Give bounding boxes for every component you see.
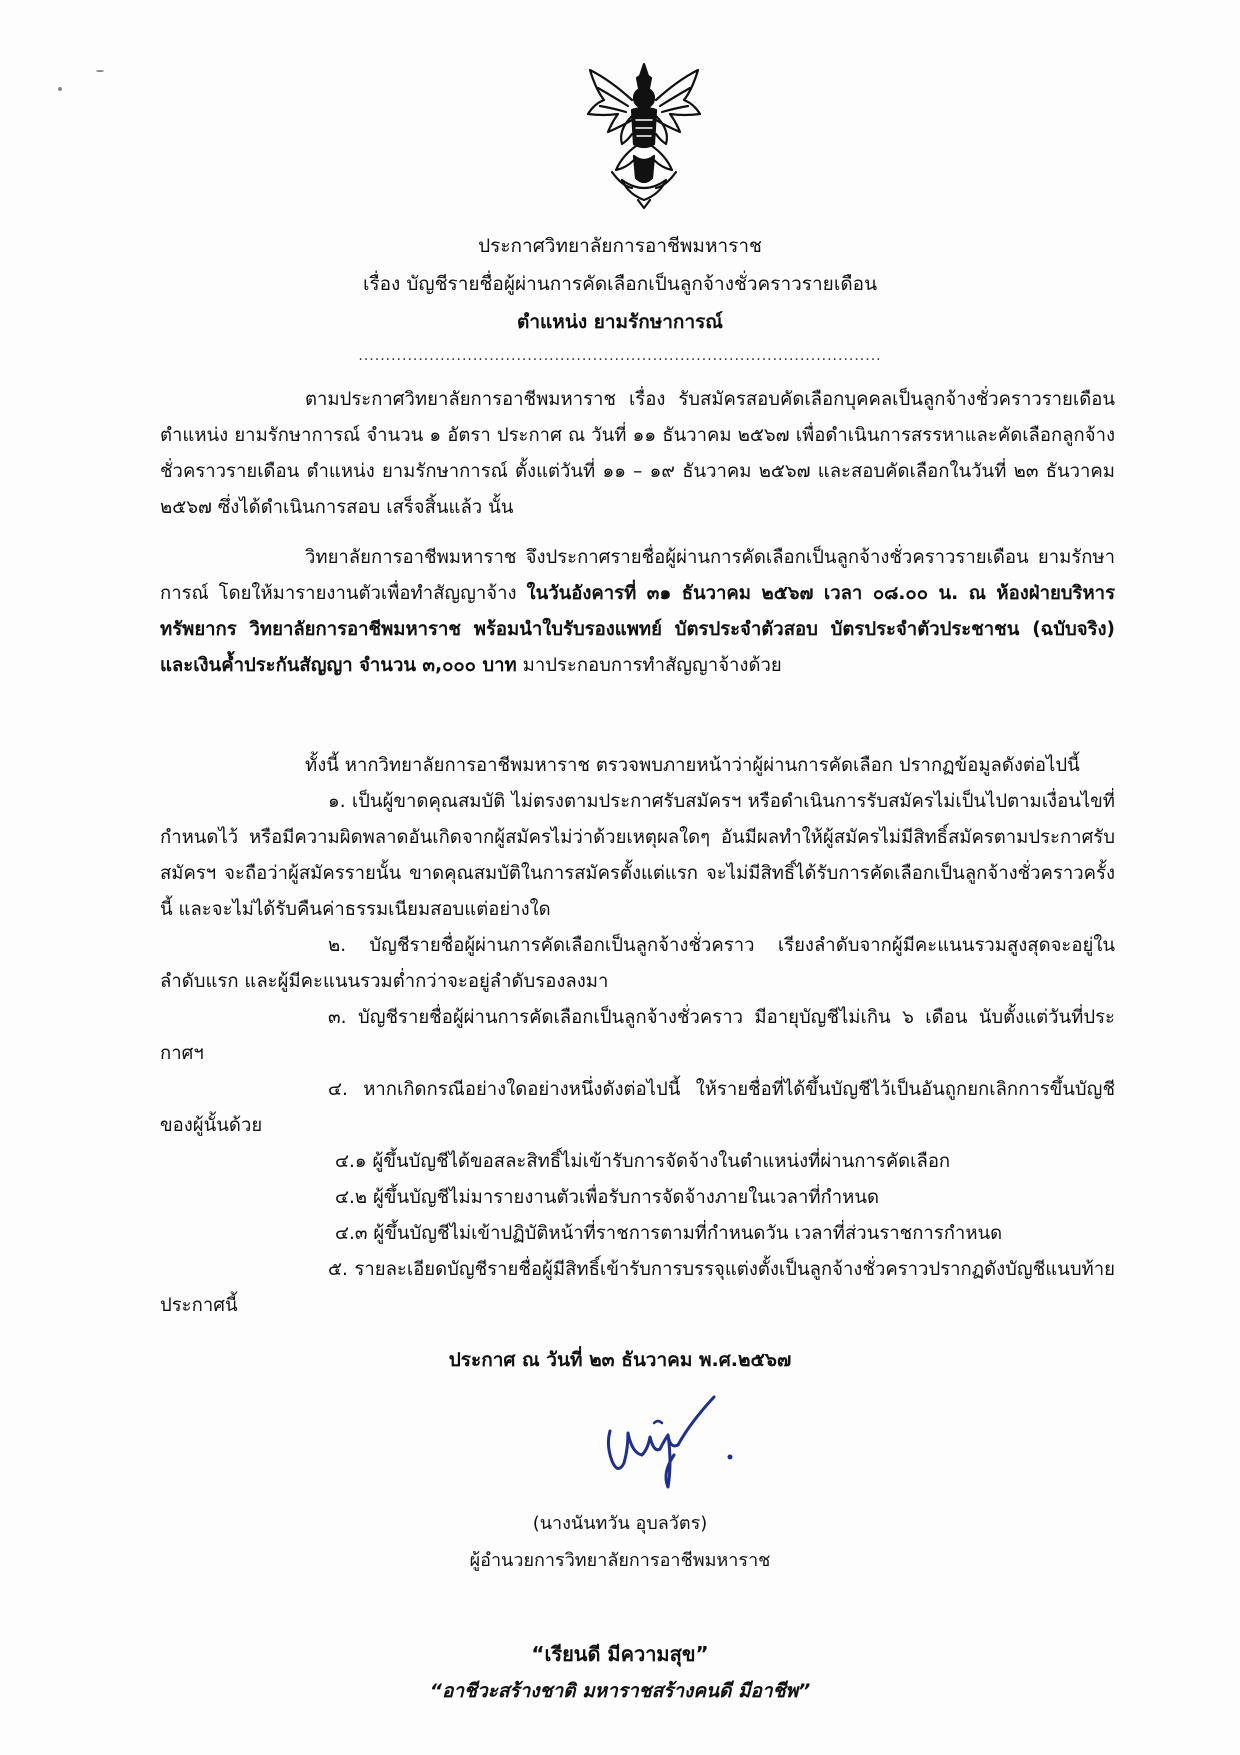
announcement-subject: เรื่อง บัญชีรายชื่อผู้ผ่านการคัดเลือกเป็นลูกจ้างชั่วคราวรายเดือน	[362, 273, 878, 295]
condition-item-5: ๕. รายละเอียดบัญชีรายชื่อผู้มีสิทธิ์เข้ารับการบรรจุแต่งตั้งเป็นลูกจ้างชั่วคราวปรากฏดังบัญชีแนบท้ายประกาศนี้	[160, 1259, 1115, 1316]
garuda-emblem-icon	[582, 60, 706, 210]
conditions-section	[160, 748, 1115, 1324]
announcement-position: ตำแหน่ง ยามรักษาการณ์	[517, 311, 723, 333]
condition-item-4: ๔. หากเกิดกรณีอย่างใดอย่างหนึ่งดังต่อไปนี้ ให้รายชื่อที่ได้ขึ้นบัญชีไว้เป็นอันถูกยกเลิกการขึ้นบัญชีของผู้นั้นด้วย	[160, 1079, 1115, 1136]
scan-speck	[96, 70, 104, 72]
announcement-title: ประกาศวิทยาลัยการอาชีพมหาราช	[478, 235, 762, 257]
separator-line: ................................................................................................	[358, 348, 882, 364]
condition-item-4-2: ๔.๒ ผู้ขึ้นบัญชีไม่มารายงานตัวเพื่อรับการจัดจ้างภายในเวลาที่กำหนด	[335, 1187, 879, 1208]
signature-image	[598, 1383, 748, 1493]
signer-title: ผู้อำนวยการวิทยาลัยการอาชีพมหาราช	[469, 1550, 771, 1571]
condition-item-1: ๑. เป็นผู้ขาดคุณสมบัติ ไม่ตรงตามประกาศรับสมัครฯ หรือดำเนินการรับสมัครไม่เป็นไปตามเงื่อนไขที่กำหนดไว้ หรือมีความผิดพลาดอันเกิดจากผู้สมัครไม่ว่าด้วยเหตุผลใดๆ อันมีผลทำให้ผู้สมัครไม่มีสิทธิ์สมัครตามประกาศรับสมัครฯ จะถือว่าผู้สมัครรายนั้น ขาดคุณสมบัติในการสมัครตั้งแต่แรก จะไม่มีสิทธิ์ได้รับการคัดเลือกเป็นลูกจ้างชั่วคราวครั้งนี้ และจะไม่ได้รับคืนค่าธรรมเนียมสอบแต่อย่างใด	[160, 791, 1115, 920]
condition-intro: ทั้งนี้ หากวิทยาลัยการอาชีพมหาราช ตรวจพบภายหน้าว่าผู้ผ่านการคัดเลือก ปรากฏข้อมูลดังต่อไปนี้	[305, 755, 1080, 776]
condition-item-3: ๓. บัญชีรายชื่อผู้ผ่านการคัดเลือกเป็นลูกจ้างชั่วคราว มีอายุบัญชีไม่เกิน ๖ เดือน นับตั้งแต่วันที่ประกาศฯ	[160, 1007, 1115, 1064]
announcement-date: ประกาศ ณ วันที่ ๒๓ ธันวาคม พ.ศ.๒๕๖๗	[448, 1349, 792, 1371]
signer-name: (นางนันทวัน อุบลวัตร)	[532, 1513, 708, 1534]
condition-item-4-3: ๔.๓ ผู้ขึ้นบัญชีไม่เข้าปฏิบัติหน้าที่ราชการตามที่กำหนดวัน เวลาที่ส่วนราชการกำหนด	[335, 1223, 1003, 1244]
condition-item-2: ๒. บัญชีรายชื่อผู้ผ่านการคัดเลือกเป็นลูกจ้างชั่วคราว เรียงลำดับจากผู้มีคะแนนรวมสูงสุดจะอยู่ในลำดับแรก และผู้มีคะแนนรวมต่ำกว่าจะอยู่ลำดับรองลงมา	[160, 935, 1115, 992]
condition-item-4-1: ๔.๑ ผู้ขึ้นบัญชีได้ขอสละสิทธิ์ไม่เข้ารับการจัดจ้างในตำแหน่งที่ผ่านการคัดเลือก	[335, 1151, 951, 1172]
motto-secondary: “อาชีวะสร้างชาติ มหาราชสร้างคนดี มีอาชีพ”	[429, 1680, 811, 1702]
paragraph-1: ตามประกาศวิทยาลัยการอาชีพมหาราช เรื่อง รับสมัครสอบคัดเลือกบุคคลเป็นลูกจ้างชั่วคราวรายเดือน ตำแหน่ง ยามรักษาการณ์ จำนวน ๑ อัตรา ประกาศ ณ วันที่ ๑๑ ธันวาคม ๒๕๖๗ เพื่อดำเนินการสรรหาและคัดเลือกลูกจ้างชั่วคราวรายเดือน ตำแหน่ง ยามรักษาการณ์ ตั้งแต่วันที่ ๑๑ – ๑๙ ธันวาคม ๒๕๖๗ และสอบคัดเลือกในวันที่ ๒๓ ธันวาคม ๒๕๖๗ ซึ่งได้ดำเนินการสอบ เสร็จสิ้นแล้ว นั้น	[160, 389, 1115, 518]
para2-tail: มาประกอบการทำสัญญาจ้างด้วย	[516, 655, 782, 676]
paragraph-2	[160, 540, 1115, 684]
scan-speck	[58, 87, 62, 91]
motto-primary: “เรียนดี มีความสุข”	[531, 1642, 709, 1666]
para2-bold-text: ในวันอังคารที่ ๓๑ ธันวาคม ๒๕๖๗ เวลา ๐๘.๐๐ น. ณ ห้องฝ่ายบริหารทรัพยากร วิทยาลัยการอาชีพมหาราช พร้อมนำใบรับรองแพทย์ บัตรประจำตัวสอบ บัตรประจำตัวประชาชน (ฉบับจริง) และเงินค้ำประกันสัญญา จำนวน ๓,๐๐๐ บาท	[160, 583, 1116, 676]
para2-text: วิทยาลัยการอาชีพมหาราช จึงประกาศรายชื่อผู้ผ่านการคัดเลือกเป็นลูกจ้างชั่วคราวรายเดือน ยามรักษาการณ์ โดยให้มารายงานตัวเพื่อทำสัญญาจ้าง	[160, 547, 1115, 604]
